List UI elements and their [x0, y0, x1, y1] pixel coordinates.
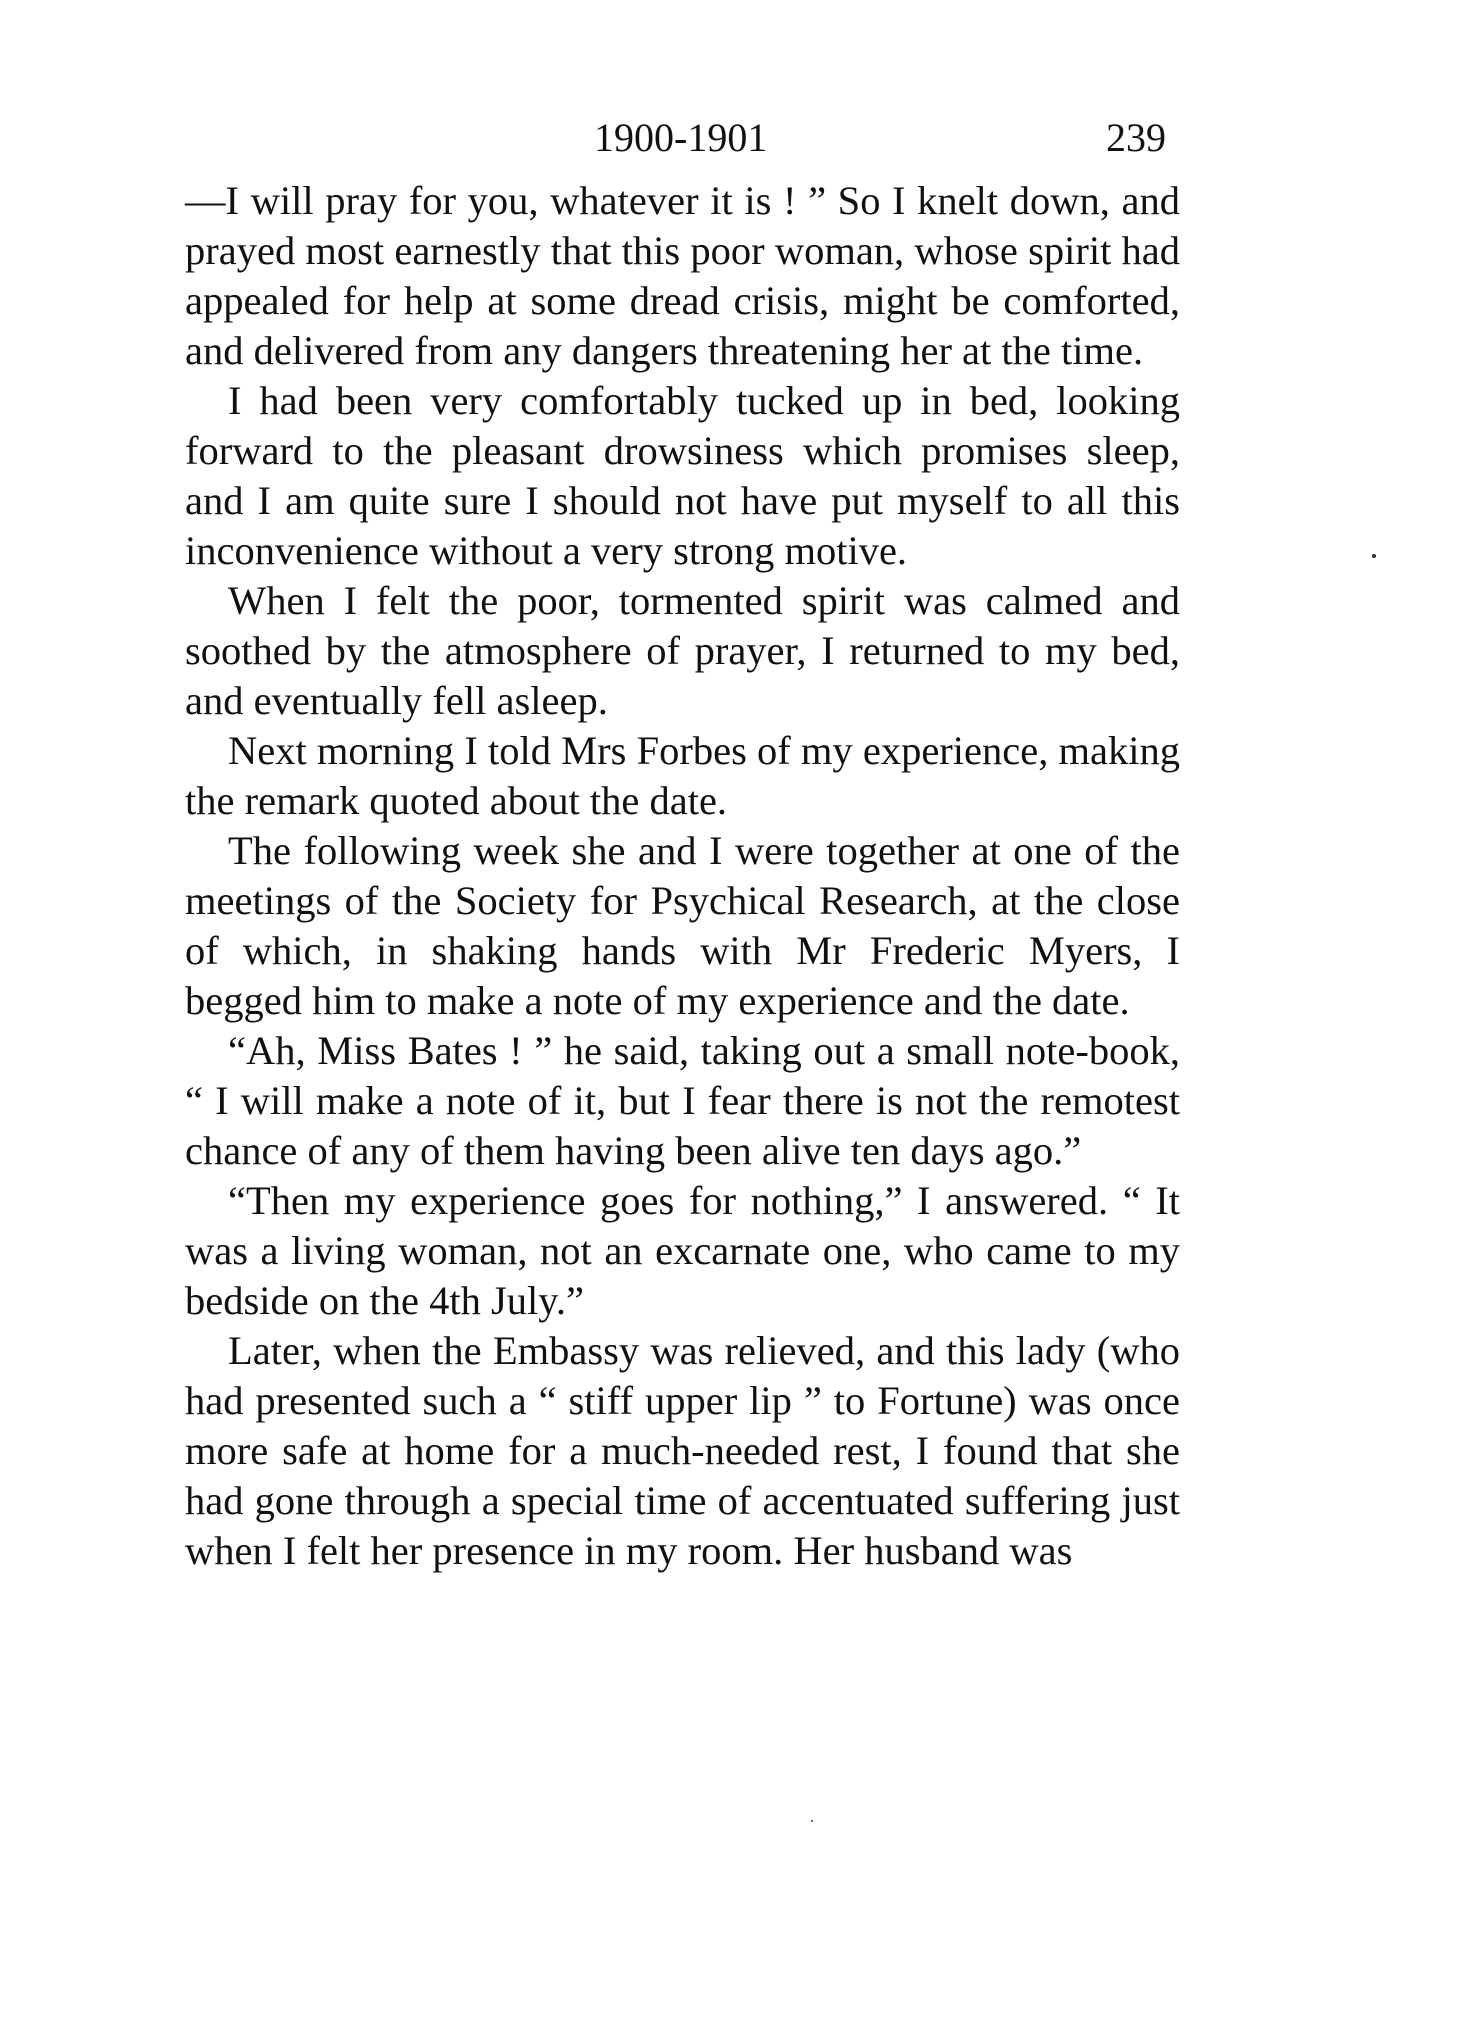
- running-head: [182, 108, 1182, 168]
- paragraph: “Ah, Miss Bates ! ” he said, taking out a small note-book, “ I will make a note of it, but I fear there is not the remotest chance of any of them having been alive ten days ago.”: [185, 1028, 1180, 1173]
- paper-speck: [1372, 554, 1376, 558]
- paragraph: When I felt the poor, tormented spirit was calmed and soothed by the atmosphere of prayer, I returned to my bed, and eventually fell asleep.: [185, 578, 1180, 723]
- body-text: [185, 176, 1180, 1576]
- paragraph: Next morning I told Mrs Forbes of my experience, making the remark quoted about the date.: [185, 728, 1180, 823]
- paper-speck: [811, 1820, 813, 1822]
- paragraph-continuation: —I will pray for you, whatever it is ! ” So I knelt down, and prayed most earnestly that this poor woman, whose spirit had appealed for help at some dread crisis, might be comforted, and delivered from any dangers threatening her at the time.: [185, 178, 1180, 373]
- paragraph: I had been very comfortably tucked up in bed, looking forward to the pleasant drowsiness which promises sleep, and I am quite sure I should not have put myself to all this inconvenience without a very strong motive.: [185, 378, 1180, 573]
- page-number: 239: [1106, 115, 1166, 160]
- paragraph: Later, when the Embassy was relieved, and this lady (who had presented such a “ stiff upper lip ” to Fortune) was once more safe at home for a much-needed rest, I found that she had gone through a special time of accentuated suffering just when I felt her presence in my room. Her husband was: [185, 1328, 1180, 1573]
- running-head-title: 1900-1901: [594, 115, 768, 160]
- paragraph: The following week she and I were together at one of the meetings of the Society for Psychical Research, at the close of which, in shaking hands with Mr Frederic Myers, I begged him to make a note of my experience and the date.: [185, 828, 1180, 1023]
- paragraph: “Then my experience goes for nothing,” I answered. “ It was a living woman, not an excarnate one, who came to my bedside on the 4th July.”: [185, 1178, 1180, 1323]
